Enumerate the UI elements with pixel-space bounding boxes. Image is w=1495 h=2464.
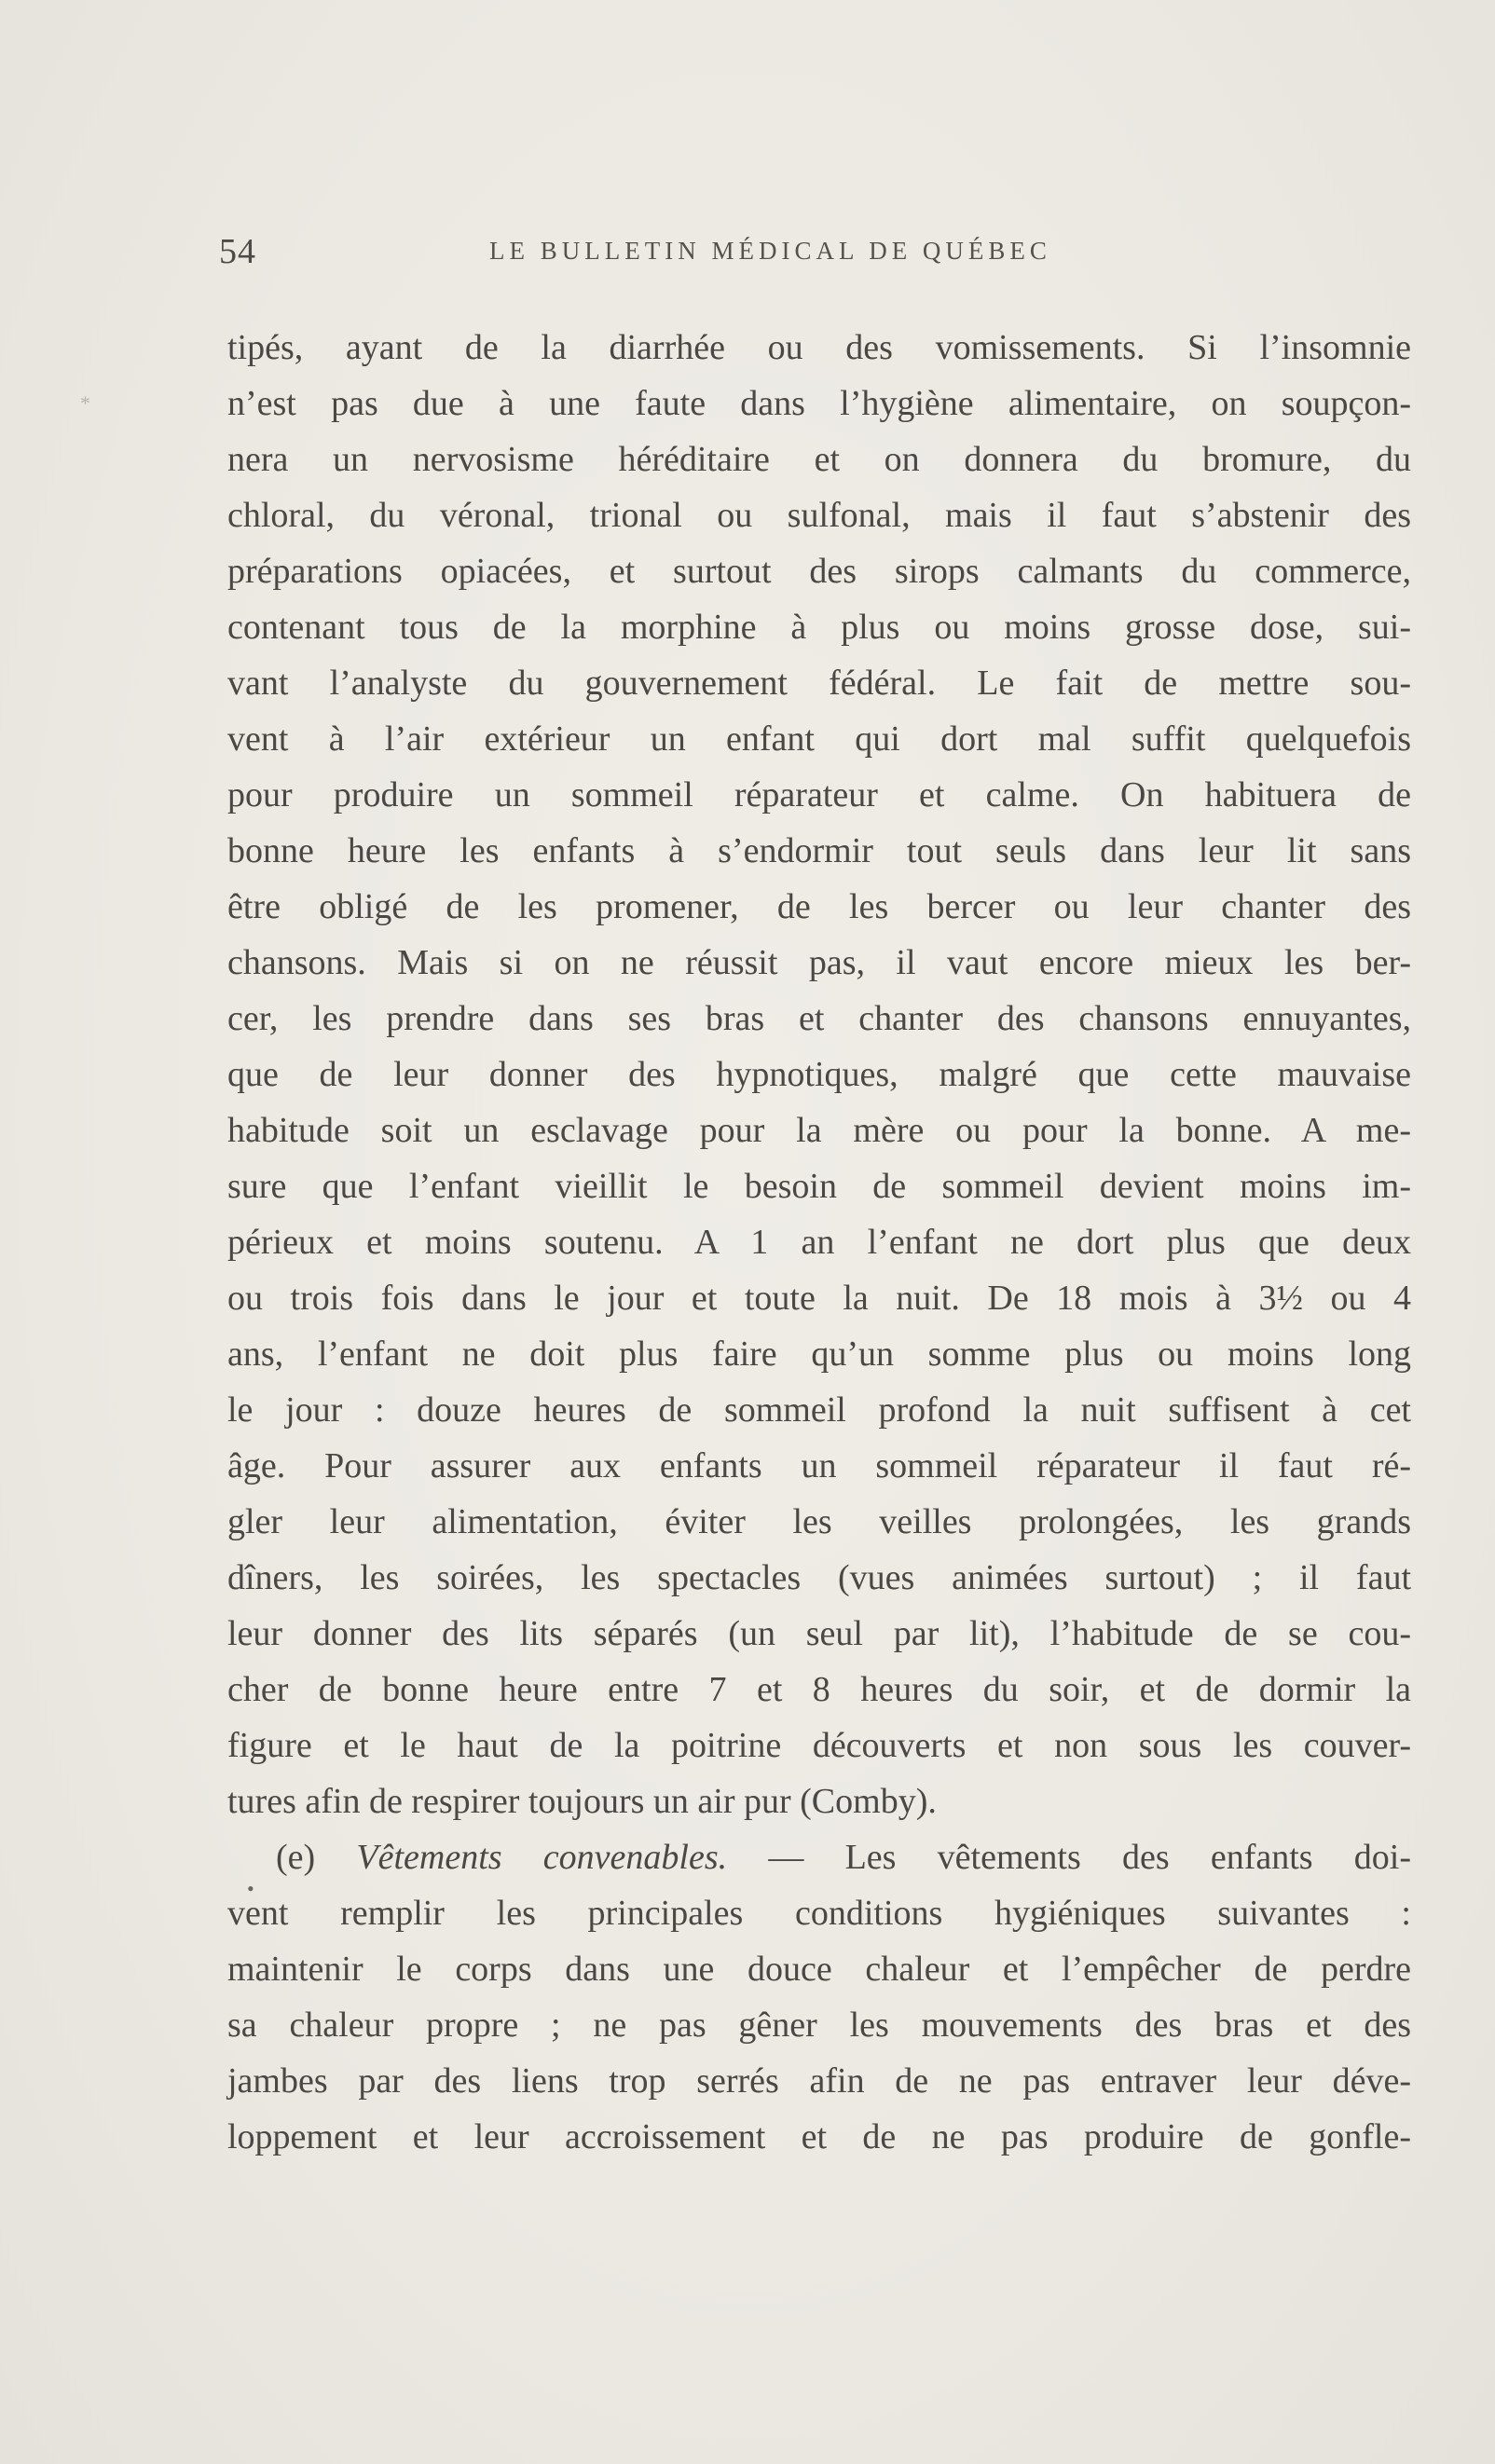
running-title: LE BULLETIN MÉDICAL DE QUÉBEC [489, 237, 1051, 265]
text-line: habitude soit un esclavage pour la mère ou pour la bonne. A me- [227, 1111, 1411, 1150]
text-line: jambes par des liens trop serrés afin de ne pas entraver leur déve- [227, 2061, 1411, 2101]
text-line: loppement et leur accroissement et de ne pas produire de gonfle- [227, 2117, 1411, 2156]
paragraph-end-line: tures afin de respirer toujours un air pur (Comby). [227, 1782, 937, 1821]
text-line: chansons. Mais si on ne réussit pas, il vaut encore mieux les ber- [227, 943, 1411, 982]
text-line: nera un nervosisme héréditaire et on donnera du bromure, du [227, 440, 1411, 479]
text-line: pour produire un sommeil réparateur et calme. On habituera de [227, 775, 1411, 814]
text-line: âge. Pour assurer aux enfants un sommeil réparateur il faut ré- [227, 1446, 1411, 1485]
page-number: 54 [219, 232, 256, 271]
section-e-heading-line [227, 1829, 1411, 1885]
text-line: vant l’analyste du gouvernement fédéral. Le fait de mettre sou- [227, 664, 1411, 703]
text-line: ou trois fois dans le jour et toute la nuit. De 18 mois à 3½ ou 4 [227, 1279, 1411, 1318]
text-line: contenant tous de la morphine à plus ou moins grosse dose, sui- [227, 608, 1411, 647]
text-line: sa chaleur propre ; ne pas gêner les mouvements des bras et des [227, 2005, 1411, 2045]
text-line: vent remplir les principales conditions hygiéniques suivantes : [227, 1894, 1411, 1933]
text-line: figure et le haut de la poitrine découverts et non sous les couver- [227, 1726, 1411, 1765]
text-line: cer, les prendre dans ses bras et chanter des chansons ennuyantes, [227, 999, 1411, 1038]
text-line: gler leur alimentation, éviter les veilles prolongées, les grands [227, 1502, 1411, 1541]
section-e-label: (e) [276, 1838, 316, 1877]
text-line: leur donner des lits séparés (un seul par lit), l’habitude de se cou- [227, 1614, 1411, 1653]
text-line: être obligé de les promener, de les bercer ou leur chanter des [227, 887, 1411, 926]
text-line: le jour : douze heures de sommeil profond la nuit suffisent à cet [227, 1390, 1411, 1430]
text-line: chloral, du véronal, trional ou sulfonal, mais il faut s’abstenir des [227, 496, 1411, 535]
text-line: maintenir le corps dans une douce chaleur et l’empêcher de perdre [227, 1950, 1411, 1989]
text-line: vent à l’air extérieur un enfant qui dort mal suffit quelquefois [227, 719, 1411, 759]
margin-dot-mark: • [247, 1877, 254, 1900]
page-header [219, 231, 1151, 287]
text-line: n’est pas due à une faute dans l’hygiène alimentaire, on soupçon- [227, 384, 1411, 423]
section-e-title: Vêtements convenables. [356, 1838, 728, 1877]
text-line: que de leur donner des hypnotiques, malgré que cette mauvaise [227, 1055, 1411, 1094]
text-line: tipés, ayant de la diarrhée ou des vomissements. Si l’insomnie [227, 328, 1411, 367]
margin-asterisk-mark: * [80, 391, 90, 415]
text-line: périeux et moins soutenu. A 1 an l’enfant ne dort plus que deux [227, 1223, 1411, 1262]
text-line: préparations opiacées, et surtout des sirops calmants du commerce, [227, 552, 1411, 591]
text-line: dîners, les soirées, les spectacles (vues animées surtout) ; il faut [227, 1558, 1411, 1597]
text-line: ans, l’enfant ne doit plus faire qu’un somme plus ou moins long [227, 1335, 1411, 1374]
section-e-first-line-rest: — Les vêtements des enfants doi- [768, 1838, 1412, 1877]
text-line: bonne heure les enfants à s’endormir tout seuls dans leur lit sans [227, 831, 1411, 870]
text-line: sure que l’enfant vieillit le besoin de sommeil devient moins im- [227, 1167, 1411, 1206]
body-text [227, 320, 1411, 2165]
text-line: cher de bonne heure entre 7 et 8 heures du soir, et de dormir la [227, 1670, 1411, 1709]
